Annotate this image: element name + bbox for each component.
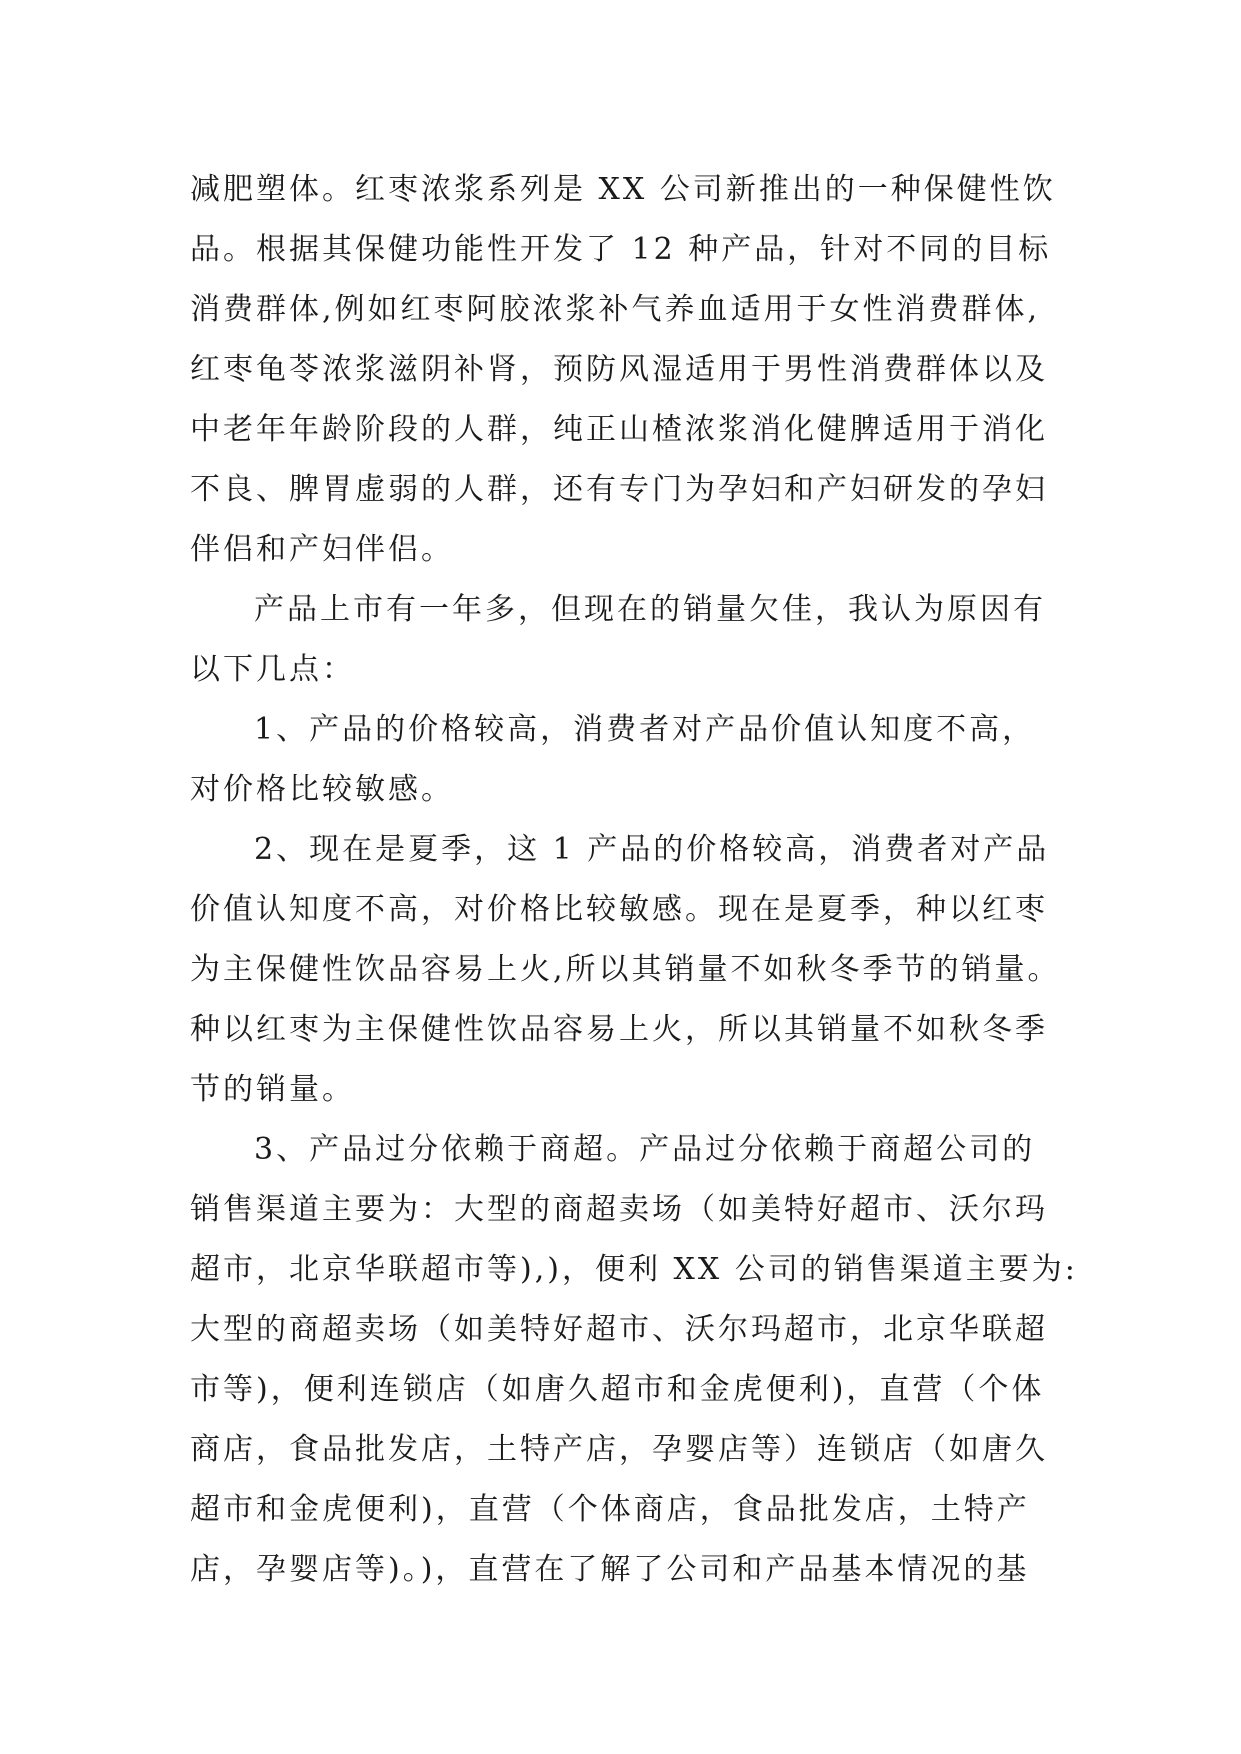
text-line: 种以红枣为主保健性饮品容易上火，所以其销量不如秋冬季: [190, 1012, 1048, 1047]
text-line: 2、现在是夏季，这 1 产品的价格较高，消费者对产品: [254, 832, 1050, 867]
document-body: [190, 160, 1090, 1600]
text-line: 以下几点：: [190, 652, 355, 687]
text-line: 1、产品的价格较高，消费者对产品价值认知度不高，: [254, 712, 1036, 747]
text-line: 市等)，便利连锁店（如唐久超市和金虎便利)，直营（个体: [190, 1372, 1045, 1407]
text-line: 价值认知度不高，对价格比较敏感。现在是夏季，种以红枣: [190, 892, 1048, 927]
text-line: 商店，食品批发店，土特产店，孕婴店等）连锁店（如唐久: [190, 1432, 1048, 1467]
text-line: 店，孕婴店等)。)，直营在了解了公司和产品基本情况的基: [190, 1552, 1030, 1587]
text-line: 销售渠道主要为：大型的商超卖场（如美特好超市、沃尔玛: [190, 1192, 1048, 1227]
text-line: 超市和金虎便利)，直营（个体商店，食品批发店，土特产: [190, 1492, 1030, 1527]
text-line: 对价格比较敏感。: [190, 772, 454, 807]
text-line: 节的销量。: [190, 1072, 355, 1107]
text-line: 产品上市有一年多，但现在的销量欠佳，我认为原因有: [254, 592, 1046, 627]
text-line: 为主保健性饮品容易上火,所以其销量不如秋冬季节的销量。: [190, 952, 1061, 987]
text-line: 红枣龟苓浓浆滋阴补肾，预防风湿适用于男性消费群体以及: [190, 352, 1048, 387]
text-line: 品。根据其保健功能性开发了 12 种产品，针对不同的目标: [190, 232, 1052, 267]
text-line: 中老年年龄阶段的人群，纯正山楂浓浆消化健脾适用于消化: [190, 412, 1048, 447]
text-line: 大型的商超卖场（如美特好超市、沃尔玛超市，北京华联超: [190, 1312, 1048, 1347]
text-line: 超市，北京华联超市等),)，便利 XX 公司的销售渠道主要为:: [190, 1252, 1078, 1287]
text-line: 3、产品过分依赖于商超。产品过分依赖于商超公司的: [254, 1132, 1036, 1167]
text-line: 不良、脾胃虚弱的人群，还有专门为孕妇和产妇研发的孕妇: [190, 472, 1048, 507]
text-line: 消费群体,例如红枣阿胶浓浆补气养血适用于女性消费群体,: [190, 292, 1041, 327]
text-line: 伴侣和产妇伴侣。: [190, 532, 454, 567]
text-line: 减肥塑体。红枣浓浆系列是 XX 公司新推出的一种保健性饮: [190, 172, 1056, 207]
